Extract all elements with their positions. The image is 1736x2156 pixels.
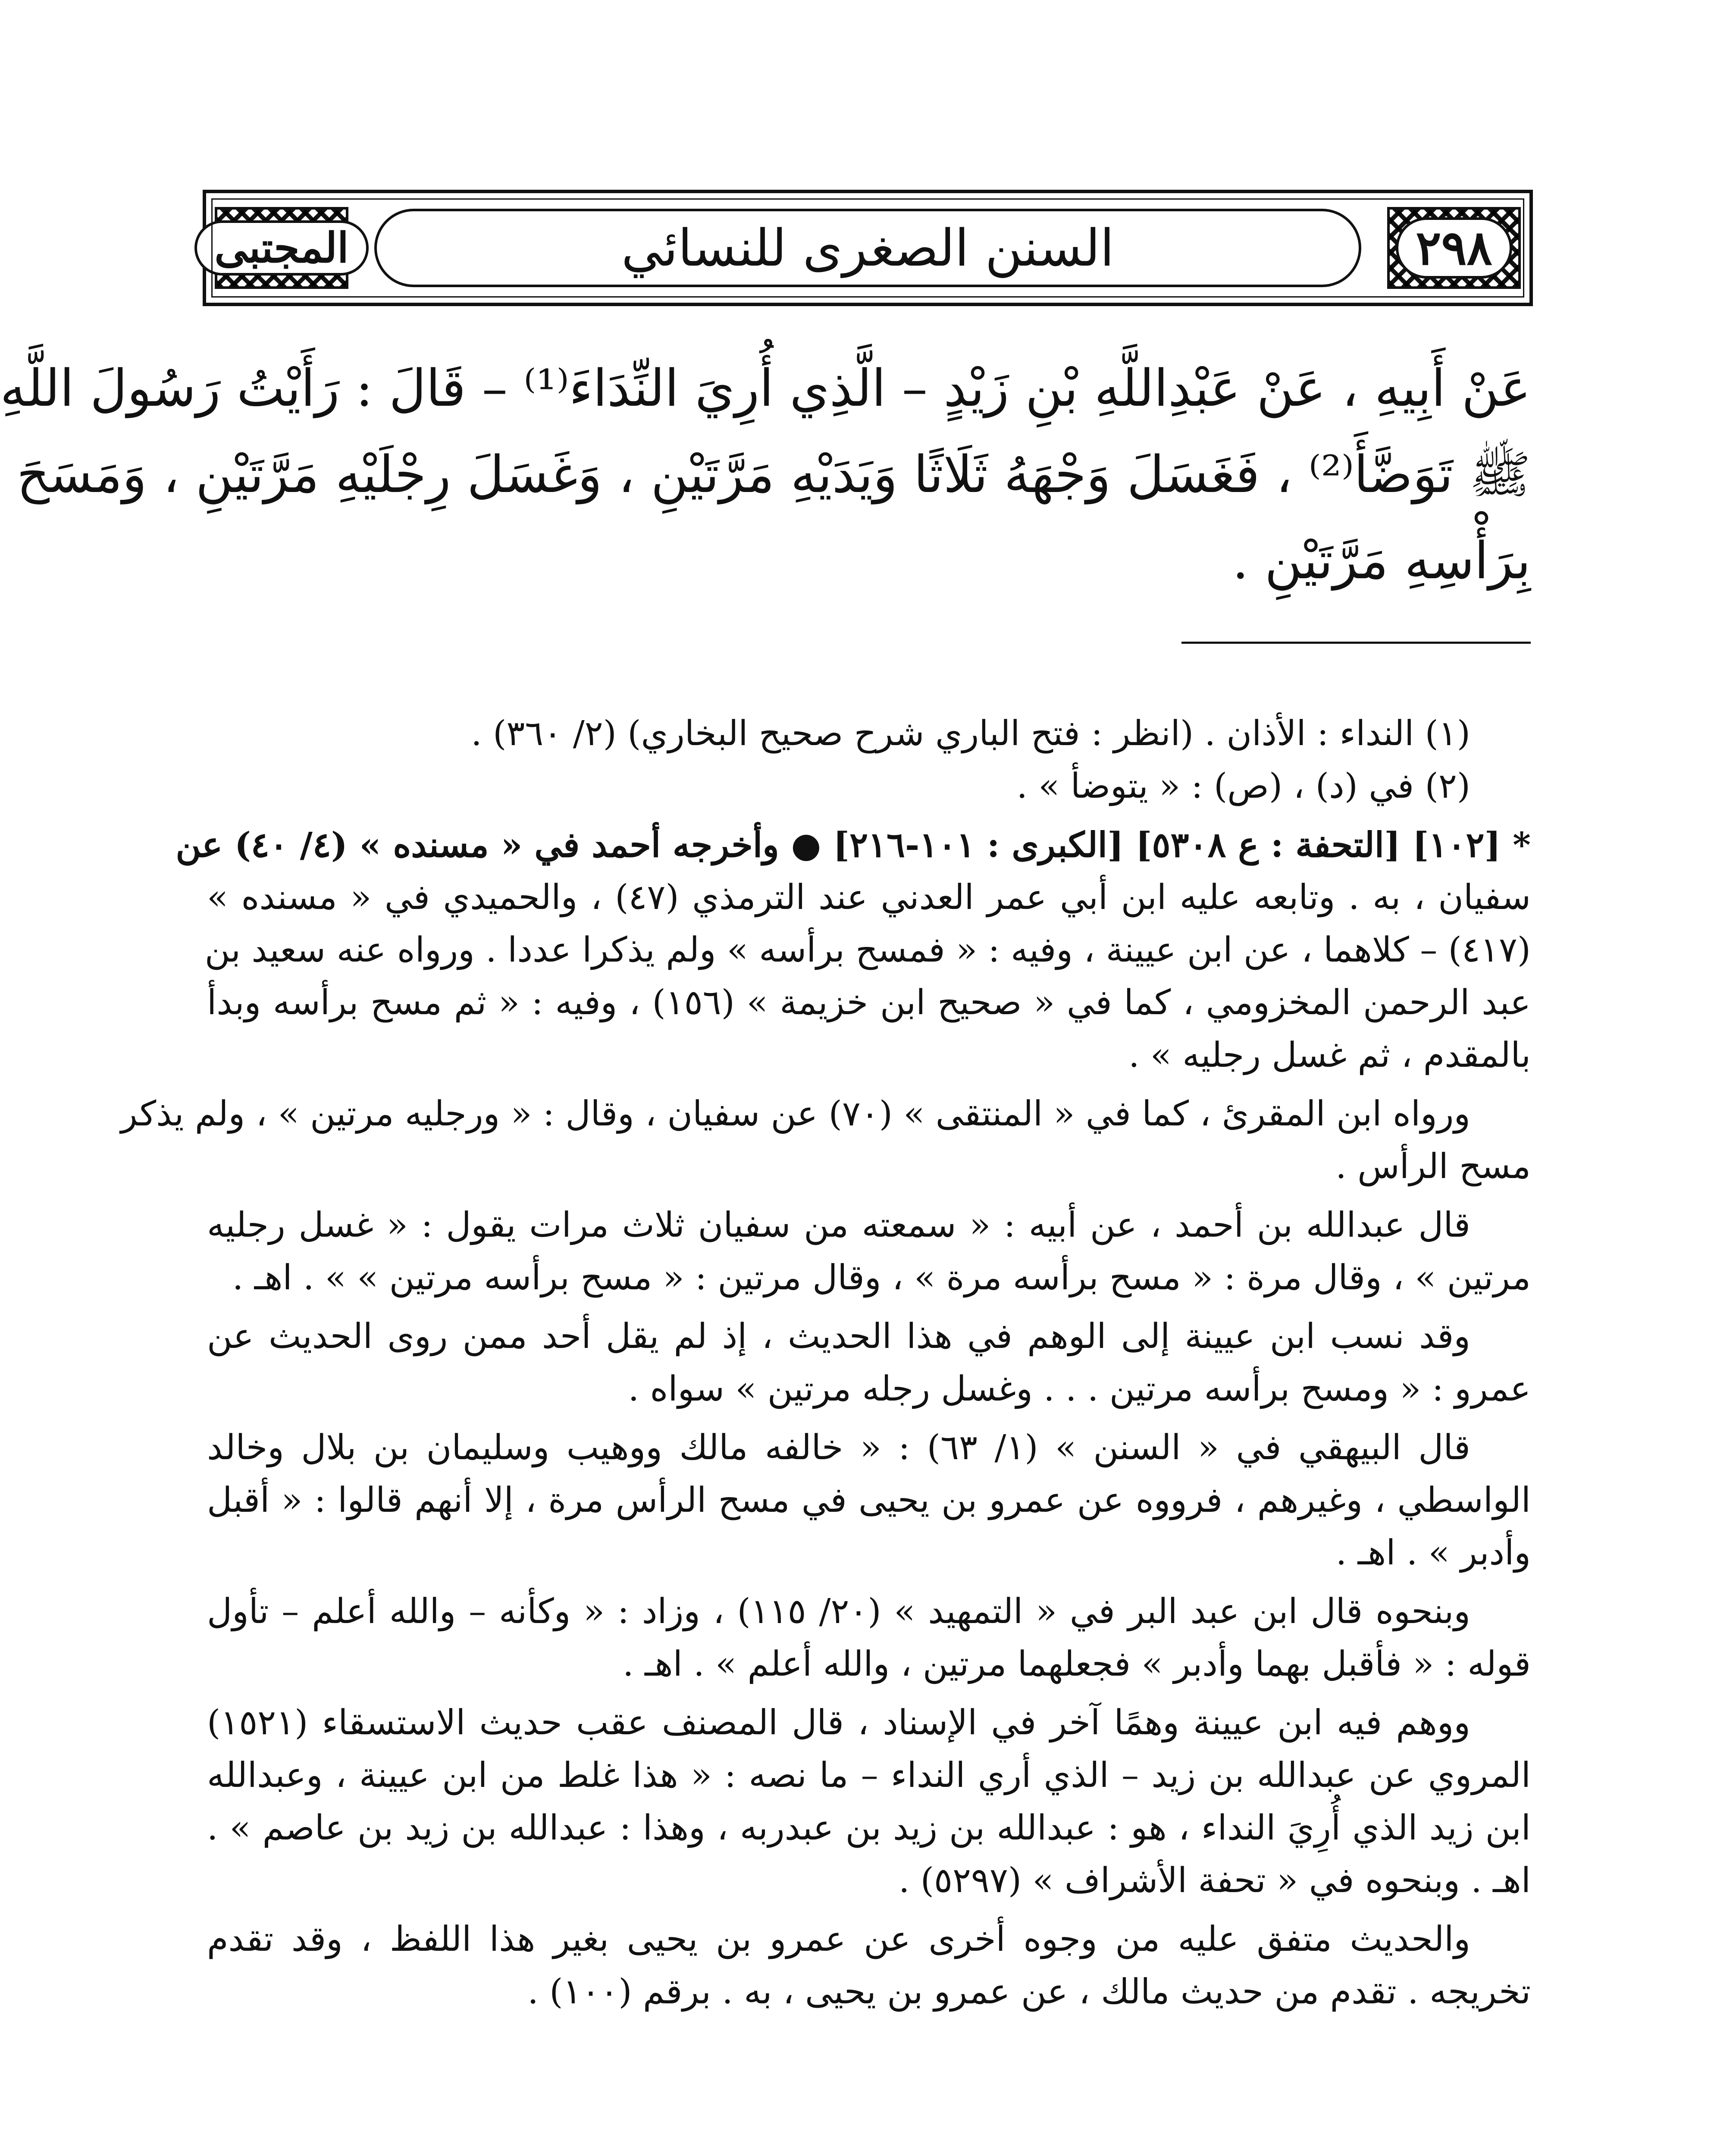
commentary-line: وقد نسب ابن عيينة إلى الوهم في هذا الحديث ، إذ لم يقل أحد ممن روى الحديث عن <box>207 1316 1470 1356</box>
commentary-line: مرتين » ، وقال مرة : « مسح برأسه مرة » ، وقال مرتين : « مسح برأسه مرتين » » . اهـ . <box>232 1257 1531 1297</box>
commentary-paragraph <box>120 1087 1531 1193</box>
commentary-paragraph <box>207 1696 1531 1907</box>
commentary-line: وأدبر » . اهـ . <box>1335 1532 1531 1573</box>
commentary-paragraph <box>207 1199 1531 1304</box>
hadith-line: عَنْ أَبِيهِ ، عَنْ عَبْدِاللَّهِ بْنِ زَيْدٍ – الَّذِي أُرِيَ النِّدَاءَ⁽¹⁾ – قَالَ : رَأَيْتُ رَسُولَ اللَّهِ <box>0 358 1531 418</box>
commentary-line: سفيان ، به . وتابعه عليه ابن أبي عمر العدني عند الترمذي (٤٧) ، والحميدي في « مسنده » <box>207 877 1531 917</box>
ornament-right <box>1387 207 1521 289</box>
footnote: (٢) في (د) ، (ص) : « يتوضأ » . <box>1016 766 1470 806</box>
commentary-line: عبد الرحمن المخزومي ، كما في « صحيح ابن خزيمة » (١٥٦) ، وفيه : « ثم مسح برأسه وبدأ <box>207 982 1531 1022</box>
commentary-line: ووهم فيه ابن عيينة وهمًا آخر في الإسناد ، قال المصنف عقب حديث الاستسقاء (١٥٢١) <box>207 1702 1470 1742</box>
commentary-line: بالمقدم ، ثم غسل رجليه » . <box>1128 1035 1531 1075</box>
hadith-line: بِرَأْسِهِ مَرَّتَيْنِ . <box>1232 531 1531 590</box>
commentary-line: مسح الرأس . <box>1335 1146 1531 1186</box>
page-title: السنن الصغرى للنسائي <box>621 218 1114 278</box>
commentary-line: ابن زيد الذي أُرِيَ النداء ، هو : عبدالله بن زيد بن عبدربه ، وهذا : عبدالله بن زيد بن عاصم » . <box>207 1808 1531 1848</box>
commentary-paragraph <box>207 1585 1531 1690</box>
footnote: (١) النداء : الأذان . (انظر : فتح الباري شرح صحيح البخاري) (٢/ ٣٦٠) . <box>471 713 1470 753</box>
commentary-paragraph <box>175 818 1531 1081</box>
book-ornament-label: المجتبى <box>194 220 368 276</box>
commentary-line: * [١٠٢] [التحفة : ع ٥٣٠٨] [الكبرى : ١٠١-٢١٦] ● وأخرجه أحمد في « مسنده » (٤/ ٤٠) عن <box>175 824 1531 865</box>
commentary-line: والحديث متفق عليه من وجوه أخرى عن عمرو بن يحيى بغير هذا اللفظ ، وقد تقدم <box>207 1919 1470 1959</box>
footnote-divider <box>1181 642 1531 644</box>
commentary-line: المروي عن عبدالله بن زيد – الذي أري النداء – ما نصه : « هذا غلط من ابن عيينة ، وعبدالله <box>207 1755 1531 1795</box>
hadith-line: ﷺ تَوَضَّأَ⁽²⁾ ، فَغَسَلَ وَجْهَهُ ثَلَاثًا وَيَدَيْهِ مَرَّتَيْنِ ، وَغَسَلَ رِجْلَيْهِ مَرَّتَيْنِ ، وَمَسَحَ <box>16 445 1531 504</box>
notes-section <box>120 707 1531 2018</box>
commentary-line: عمرو : « ومسح برأسه مرتين . . . وغسل رجله مرتين » سواه . <box>628 1369 1531 1409</box>
commentary-line: قال عبدالله بن أحمد ، عن أبيه : « سمعته من سفيان ثلاث مرات يقول : « غسل رجليه <box>207 1205 1470 1245</box>
ornament-left <box>215 207 348 289</box>
commentary-paragraph <box>207 1421 1531 1579</box>
commentary-line: اهـ . وبنحوه في « تحفة الأشراف » (٥٢٩٧) . <box>898 1860 1531 1900</box>
title-cartouche <box>374 209 1361 287</box>
page-header <box>203 190 1533 306</box>
hadith-text <box>0 345 1531 604</box>
commentary-line: قوله : « فأقبل بهما وأدبر » فجعلهما مرتين ، والله أعلم » . اهـ . <box>623 1644 1531 1684</box>
commentary-line: تخريجه . تقدم من حديث مالك ، عن عمرو بن يحيى ، به . برقم (١٠٠) . <box>527 1971 1531 2012</box>
commentary-line: الواسطي ، وغيرهم ، فرووه عن عمرو بن يحيى في مسح الرأس مرة ، إلا أنهم قالوا : « أقبل <box>207 1480 1531 1520</box>
commentary-line: قال البيهقي في « السنن » (١/ ٦٣) : « خالفه مالك ووهيب وسليمان بن بلال وخالد <box>207 1427 1470 1467</box>
commentary-line: وبنحوه قال ابن عبد البر في « التمهيد » (٢٠/ ١١٥) ، وزاد : « وكأنه – والله أعلم – تأول <box>207 1591 1470 1631</box>
commentary-line: (٤١٧) – كلاهما ، عن ابن عيينة ، وفيه : « فمسح برأسه » ولم يذكرا عددا . ورواه عنه سعيد بن <box>204 930 1531 970</box>
commentary-line: ورواه ابن المقرئ ، كما في « المنتقى » (٧٠) عن سفيان ، وقال : « ورجليه مرتين » ، ولم يذكر <box>120 1094 1470 1134</box>
page-number: ٢٩٨ <box>1396 217 1512 279</box>
commentary-paragraph <box>207 1913 1531 2018</box>
commentary-paragraph <box>207 1310 1531 1415</box>
